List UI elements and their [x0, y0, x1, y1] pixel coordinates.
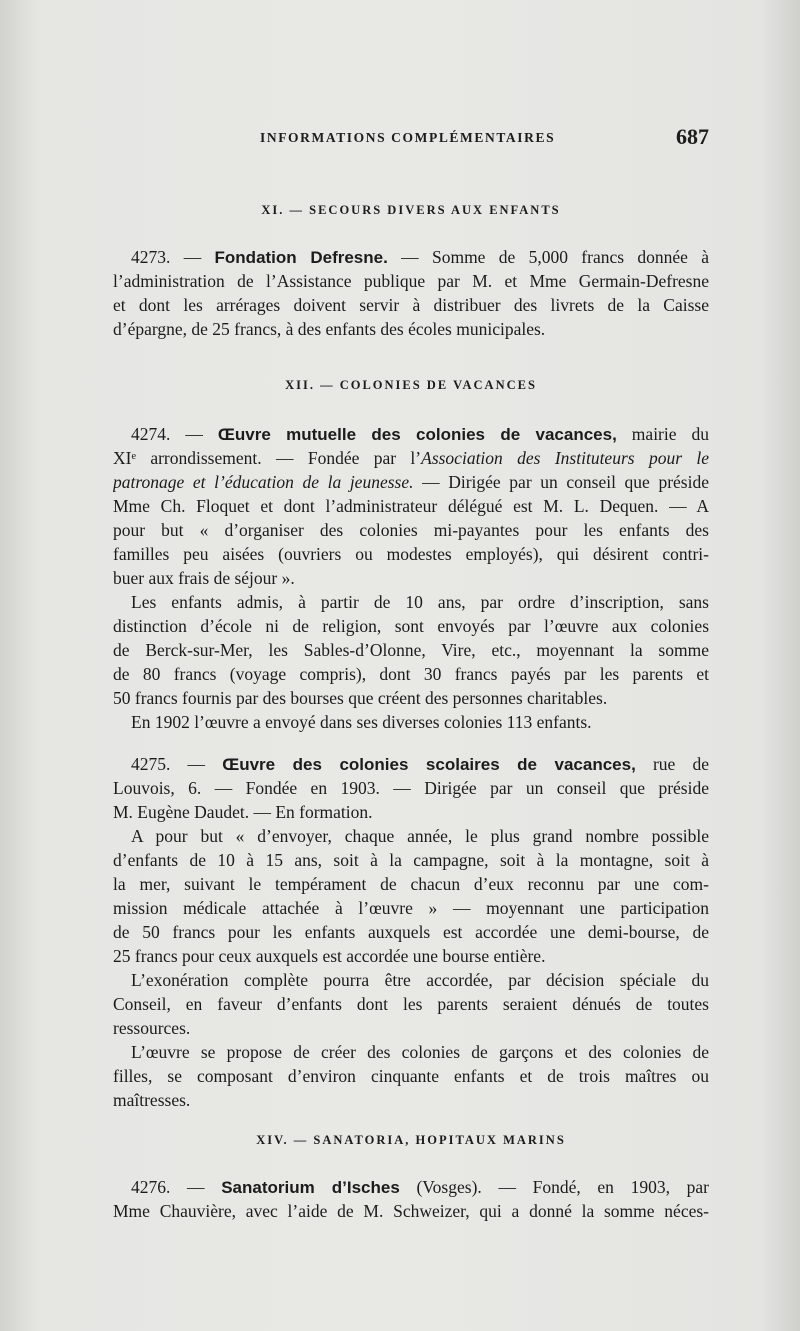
entry-number: 4276. — [131, 1177, 222, 1197]
entry-text: rue de [635, 754, 709, 774]
entry-4274-line: Mme Ch. Floquet et dont l’administrateur délégué est M. L. Dequen. — A [113, 496, 709, 516]
entry-4275-line [113, 752, 709, 776]
section-title-xii: XII. — COLONIES DE VACANCES [285, 378, 537, 392]
entry-4274-line [113, 422, 709, 446]
page-number: 687 [676, 124, 709, 149]
entry-4274-line: familles peu aisées (ouvriers ou modestes employés), qui désirent contri- [113, 544, 709, 564]
entry-4273-line [113, 245, 709, 269]
entry-4274-line [113, 446, 709, 470]
entry-4274-line: distinction d’école ni de religion, sont envoyés par l’œuvre aux colonies [113, 616, 709, 636]
entry-title: Œuvre des colonies scolaires de vacances, [222, 755, 636, 774]
entry-4274-line: de 80 francs (voyage compris), dont 30 francs payés par les parents et [113, 664, 709, 684]
entry-text: XIᵉ arrondissement. — Fondée par l’ [113, 448, 422, 468]
entry-4275-line: mission médicale attachée à l’œuvre » — moyennant une participation [113, 898, 709, 918]
entry-number: 4273. — [131, 247, 215, 267]
entry-number: 4275. — [131, 754, 223, 774]
entry-title: Fondation Defresne. [214, 248, 388, 267]
section-title-xiv: XIV. — SANATORIA, HOPITAUX MARINS [256, 1133, 566, 1147]
association-name: patronage et l’éducation de la jeunesse. [113, 472, 414, 492]
entry-title: Œuvre mutuelle des colonies de vacances, [217, 425, 617, 444]
entry-4275-line: 25 francs pour ceux auxquels est accordée une bourse entière. [113, 946, 546, 966]
entry-4274-line: de Berck-sur-Mer, les Sables-d’Olonne, Vire, etc., moyennant la somme [113, 640, 709, 660]
entry-text: — Somme de 5,000 francs donnée à [387, 247, 709, 267]
section-title-xi: XI. — SECOURS DIVERS AUX ENFANTS [261, 203, 561, 217]
entry-4275-line: A pour but « d’envoyer, chaque année, le plus grand nombre possible [131, 826, 709, 846]
entry-4276-line [113, 1175, 709, 1199]
entry-4275-line: maîtresses. [113, 1090, 191, 1110]
entry-4273-line: et dont les arrérages doivent servir à distribuer des livrets de la Caisse [113, 295, 709, 315]
entry-4273-line: d’épargne, de 25 francs, à des enfants des écoles municipales. [113, 319, 546, 339]
entry-text: — Dirigée par un conseil que préside [413, 472, 709, 492]
entry-4275-line: de 50 francs pour les enfants auxquels est accordée une demi-bourse, de [113, 922, 709, 942]
entry-4275-line: L’œuvre se propose de créer des colonies de garçons et des colonies de [131, 1042, 709, 1062]
entry-4275-line: ressources. [113, 1018, 191, 1038]
entry-4274-line [113, 470, 709, 494]
entry-4273-line: l’administration de l’Assistance publique par M. et Mme Germain-Defresne [113, 271, 709, 291]
entry-4276-line: Mme Chauvière, avec l’aide de M. Schweizer, qui a donné la somme néces- [113, 1201, 709, 1221]
entry-4275-line: Louvois, 6. — Fondée en 1903. — Dirigée par un conseil que préside [113, 778, 709, 798]
entry-text: mairie du [616, 424, 709, 444]
entry-4274-line: 50 francs fournis par des bourses que créent des personnes charitables. [113, 688, 608, 708]
entry-4274-line: Les enfants admis, à partir de 10 ans, par ordre d’inscription, sans [131, 592, 709, 612]
entry-4275-line: M. Eugène Daudet. — En formation. [113, 802, 373, 822]
entry-4275-line: la mer, suivant le tempérament de chacun d’eux reconnu par une com- [113, 874, 709, 894]
entry-4274-line: buer aux frais de séjour ». [113, 568, 295, 588]
running-title: INFORMATIONS COMPLÉMENTAIRES [260, 130, 556, 145]
entry-4274-line: pour but « d’organiser des colonies mi-payantes pour les enfants des [113, 520, 709, 540]
entry-4274-line: En 1902 l’œuvre a envoyé dans ses diverses colonies 113 enfants. [131, 712, 592, 732]
entry-4275-line: Conseil, en faveur d’enfants dont les parents seraient dénués de toutes [113, 994, 709, 1014]
entry-4275-line: d’enfants de 10 à 15 ans, soit à la campagne, soit à la montagne, soit à [113, 850, 709, 870]
entry-4275-line: filles, se composant d’environ cinquante enfants et de trois maîtres ou [113, 1066, 709, 1086]
entry-text: (Vosges). — Fondé, en 1903, par [399, 1177, 709, 1197]
entry-number: 4274. — [131, 424, 218, 444]
entry-4275-line: L’exonération complète pourra être accordée, par décision spéciale du [131, 970, 709, 990]
entry-title: Sanatorium d’Isches [221, 1178, 400, 1197]
association-name: Association des Instituteurs pour le [421, 448, 709, 468]
running-head [115, 124, 709, 152]
